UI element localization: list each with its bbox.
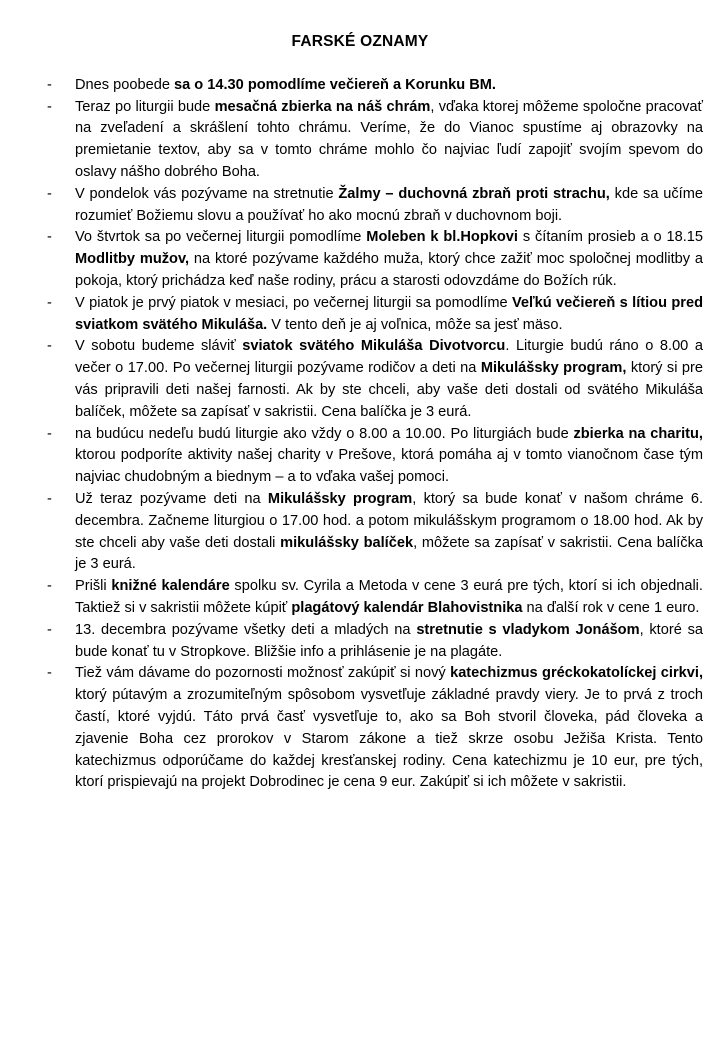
text-run: , ktoré sa bude konať tu v Stropkove. Bližšie info a prihlásenie je na plagáte. bbox=[75, 621, 703, 660]
text-run: . Liturgie budú ráno o 8.00 a večer o 17.00. Po večernej liturgii pozývame rodičov a deti na bbox=[75, 338, 703, 377]
text-run: ktorý pútavým a zrozumiteľným spôsobom vysvetľuje základné pravdy viery. Je to prvá z troch častí, ktoré vyjdú. Táto prvá časť vysvetľuje to, ako sa Boh stvoril človeka, pád človeka a zjavenie Boha cez prorokov v Starom zákone a tiež skrze osobu Ježiša Krista. Tento katechizmus odporúčame do každej kresťanskej rodiny. Cena katechizmu je 10 eur, pre tých, ktorí prispievajú na projekt Dobrodinec je cena 9 eur. Zakúpiť si ich môžete v sakristii. bbox=[75, 687, 703, 791]
list-dash-marker: - bbox=[47, 425, 52, 442]
text-run: na ďalší rok v cene 1 euro. bbox=[522, 599, 700, 616]
text-run: , vďaka ktorej môžeme spoločne pracovať na zveľadení a skrášlení tohto chrámu. Veríme, že do Vianoc spustíme aj obrazovky na premietanie textov, aby sa v tomto chráme mohlo čo najviac ľudí zapojiť svojím spevom do oslavy nášho dobrého Boha. bbox=[75, 98, 704, 180]
announcement-item bbox=[47, 663, 703, 794]
announcement-text bbox=[75, 99, 703, 180]
text-run: ktorý si pre vás pripravili deti našej farnosti. Ak by ste chceli, aby vaše deti dostali od svätého Mikuláša balíček, môžete sa zapísať v sakristii. Cena balíčka je 3 eurá. bbox=[75, 360, 703, 420]
announcement-text bbox=[75, 229, 703, 289]
announcement-item bbox=[47, 576, 703, 620]
text-run: na budúcu nedeľu budú liturgie ako vždy o 8.00 a 10.00. Po liturgiách bude bbox=[75, 425, 574, 442]
announcement-item bbox=[47, 424, 703, 489]
announcement-text bbox=[75, 186, 703, 224]
announcement-item bbox=[47, 620, 703, 664]
text-run-bold: plagátový kalendár Blahovistnika bbox=[291, 599, 523, 616]
list-dash-marker: - bbox=[47, 621, 52, 638]
announcement-text bbox=[75, 338, 703, 419]
announcement-text bbox=[75, 622, 703, 660]
announcement-item bbox=[47, 75, 703, 97]
text-run: V sobotu budeme sláviť bbox=[75, 338, 243, 355]
list-dash-marker: - bbox=[47, 338, 52, 355]
announcement-item bbox=[47, 97, 703, 184]
list-dash-marker: - bbox=[47, 185, 52, 202]
text-run-bold: sviatok svätého Mikuláša Divotvorcu bbox=[242, 338, 506, 355]
text-run-bold: mesačná zbierka na náš chrám bbox=[214, 98, 431, 115]
text-run: Vo štvrtok sa po večernej liturgii pomodlíme bbox=[75, 229, 367, 246]
text-run: V piatok je prvý piatok v mesiaci, po večernej liturgii sa pomodlíme bbox=[75, 294, 512, 311]
text-run: Dnes poobede bbox=[75, 76, 174, 93]
announcement-item bbox=[47, 184, 703, 228]
list-dash-marker: - bbox=[47, 76, 52, 93]
text-run-bold: Veľkú večiereň s lítiou pred sviatkom svätého Mikuláša. bbox=[75, 294, 704, 333]
announcement-text bbox=[75, 578, 703, 616]
text-run: kde sa učíme rozumieť Božiemu slovu a používať ho ako mocnú zbraň v duchovnom boji. bbox=[75, 185, 703, 224]
text-run: V pondelok vás pozývame na stretnutie bbox=[75, 185, 339, 202]
list-dash-marker: - bbox=[47, 578, 52, 595]
text-run: Teraz po liturgii bude bbox=[75, 98, 215, 115]
text-run: Už teraz pozývame deti na bbox=[75, 490, 268, 507]
text-run: , ktorý sa bude konať v našom chráme 6. decembra. Začneme liturgiou o 17.00 hod. a potom mikulášskym programom o 18.00 hod. Ak by ste chceli aby vaše deti dostali bbox=[75, 490, 704, 551]
list-dash-marker: - bbox=[47, 490, 52, 507]
text-run: na ktoré pozývame každého muža, ktorý chce zažiť moc spoločnej modlitby a pokoja, ktorý prichádza keď naše rodiny, prácu a starosti odovzdáme do Božích rúk. bbox=[75, 251, 704, 289]
text-run-bold: zbierka na charitu, bbox=[573, 425, 703, 442]
document-title: FARSKÉ OZNAMY bbox=[291, 33, 429, 50]
announcement-text bbox=[75, 426, 703, 486]
text-run: ktorou podporíte aktivity našej charity v Prešove, ktorá pomáha aj v tomto vianočnom čase tým najviac chudobným a biednym – a to vďaka vašej pomoci. bbox=[75, 447, 703, 486]
announcement-item bbox=[47, 336, 703, 423]
text-run: , môžete sa zapísať v sakristii. Cena balíčka je 3 eurá. bbox=[75, 534, 703, 573]
text-run-bold: sa o 14.30 pomodlíme večiereň a Korunku BM. bbox=[174, 76, 496, 93]
announcement-text bbox=[75, 77, 496, 93]
text-run-bold: knižné kalendáre bbox=[111, 578, 230, 595]
announcement-text bbox=[75, 491, 703, 572]
announcement-item bbox=[47, 227, 703, 292]
text-run: Tiež vám dávame do pozornosti možnosť zakúpiť si nový bbox=[75, 665, 451, 682]
list-dash-marker: - bbox=[47, 294, 52, 311]
text-run-bold: Žalmy – duchovná zbraň proti strachu, bbox=[338, 185, 610, 202]
announcements-list bbox=[47, 75, 703, 794]
list-dash-marker: - bbox=[47, 665, 52, 682]
text-run: s čítaním prosieb a o 18.15 bbox=[517, 229, 703, 246]
announcement-text bbox=[75, 295, 703, 333]
list-dash-marker: - bbox=[47, 98, 52, 115]
text-run-bold: Modlitby mužov, bbox=[75, 251, 190, 268]
text-run-bold: mikulášsky balíček bbox=[280, 534, 414, 551]
announcement-text bbox=[75, 665, 703, 790]
text-run: V tento deň je aj voľnica, môže sa jesť mäso. bbox=[267, 316, 563, 333]
announcement-item bbox=[47, 293, 703, 337]
text-run: spolku sv. Cyrila a Metoda v cene 3 eurá pre tých, ktorí si ich objednali. Taktiež si v sakristii môžete kúpiť bbox=[75, 578, 703, 616]
text-run: Prišli bbox=[75, 578, 112, 595]
text-run: 13. decembra pozývame všetky deti a mladých na bbox=[75, 621, 417, 638]
text-run-bold: katechizmus gréckokatolíckej cirkvi, bbox=[450, 665, 703, 682]
announcement-item bbox=[47, 489, 703, 576]
text-run-bold: Moleben k bl.Hopkovi bbox=[366, 229, 518, 246]
text-run-bold: Mikulášsky program bbox=[267, 490, 413, 507]
text-run-bold: Mikulášsky program, bbox=[480, 360, 627, 377]
text-run-bold: stretnutie s vladykom Jonášom bbox=[416, 621, 640, 638]
list-dash-marker: - bbox=[47, 229, 52, 246]
